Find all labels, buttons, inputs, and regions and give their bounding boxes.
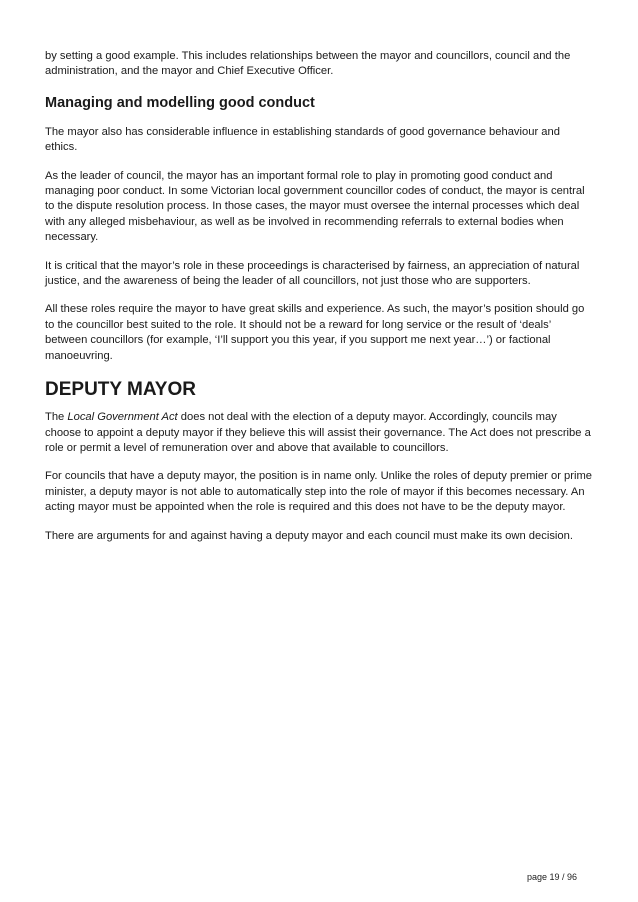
section-heading: DEPUTY MAYOR — [45, 379, 196, 401]
paragraph: All these roles require the mayor to have great skills and experience. As such, the mayor’s position should go to the councillor best suited to the role. It should not be a reward for long service or the result of ‘deals’ between councillors (for example, ‘I’ll support you this year, if you support me next year…’) or factional manoeuvring. — [45, 303, 585, 362]
paragraph: As the leader of council, the mayor has an important formal role to play in promoting good conduct and managing poor conduct. In some Victorian local government councillor codes of conduct, the mayor is central to the dispute resolution process. In those cases, the mayor must oversee the internal processes which deal with any alleged misbehaviour, as well as be involved in recommending referrals to external bodies when necessary. — [45, 169, 585, 244]
act-title: Local Government Act — [67, 411, 178, 424]
text-run: The — [45, 411, 68, 424]
text-run: does not deal with the election of a deputy mayor. Accordingly, councils may choose to appoint a deputy mayor if they believe this will assist their governance. The Act does not prescribe a role or permit a level of remuneration over and above that available to councillors. — [45, 411, 591, 454]
page-number: page 19 / 96 — [527, 872, 578, 882]
paragraph: There are arguments for and against having a deputy mayor and each council must make its own decision. — [45, 529, 573, 542]
document-page — [45, 49, 593, 544]
subheading: Managing and modelling good conduct — [45, 94, 315, 111]
paragraph: It is critical that the mayor’s role in these proceedings is characterised by fairness, an appreciation of natural justice, and the awareness of being the leader of all councillors, not just those who are supporters. — [45, 259, 580, 288]
paragraph: by setting a good example. This includes relationships between the mayor and councillors, council and the administration, and the mayor and Chief Executive Officer. — [45, 50, 571, 78]
paragraph: For councils that have a deputy mayor, the position is in name only. Unlike the roles of deputy premier or prime minister, a deputy mayor is not able to automatically step into the role of mayor if this becomes necessary. An acting mayor must be appointed when the role is required and this does not have to be the deputy mayor. — [45, 470, 593, 514]
paragraph: The mayor also has considerable influence in establishing standards of good governance behaviour and ethics. — [45, 125, 560, 154]
paragraph — [45, 410, 593, 456]
